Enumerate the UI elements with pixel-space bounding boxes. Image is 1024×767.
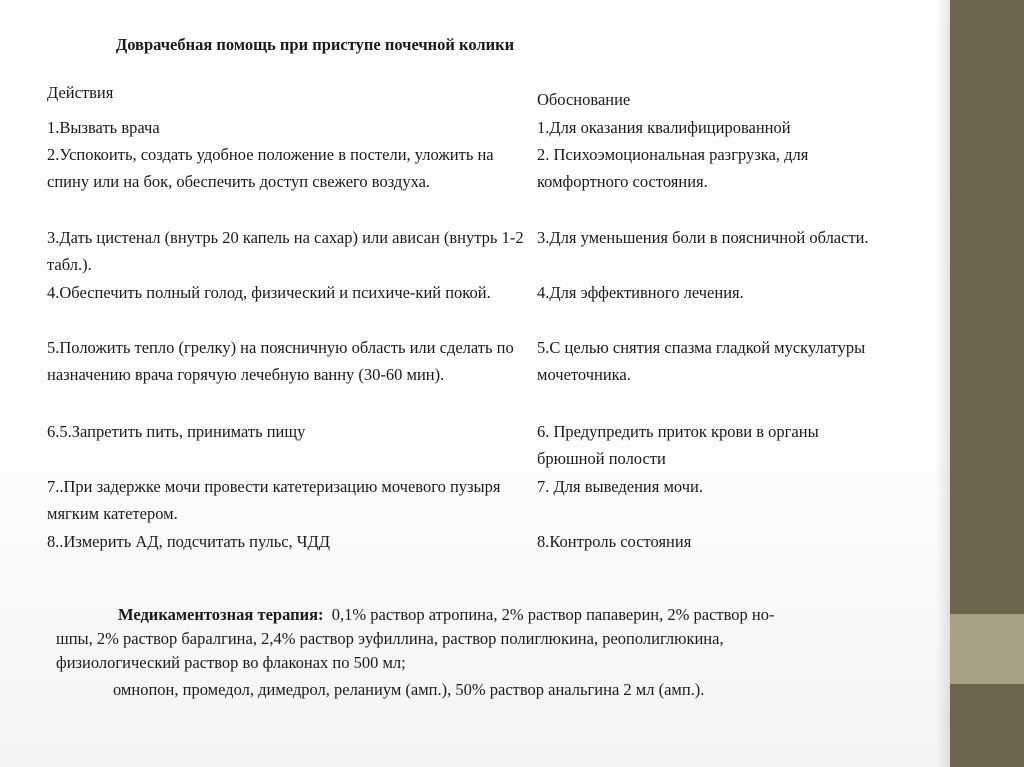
action-4: 4.Обеспечить полный голод, физический и психиче-кий покой.: [47, 283, 491, 302]
reason-1: 1.Для оказания квалифицированной: [537, 118, 791, 137]
reason-6: 6. Предупредить приток крови в органы брюшной полости: [537, 422, 819, 468]
therapy-line-1: [118, 604, 918, 626]
reason-3: 3.Для уменьшения боли в поясничной области.: [537, 228, 869, 247]
slide-edge-shadow: [936, 0, 950, 767]
action-6: 6.5.Запретить пить, принимать пищу: [47, 422, 306, 441]
column-header-actions: Действия: [47, 83, 114, 102]
therapy-line-3: физиологический раствор во флаконах по 500 мл;: [56, 653, 406, 672]
therapy-label: Медикаментозная терапия:: [118, 605, 324, 624]
action-5: 5.Положить тепло (грелку) на поясничную область или сделать по назначению врача горячую лечебную ванну (30-60 мин).: [47, 338, 514, 384]
reason-5: 5.С целью снятия спазма гладкой мускулатуры мочеточника.: [537, 338, 866, 384]
column-header-reasons: Обоснование: [537, 90, 631, 109]
therapy-text-1: 0,1% раствор атропина, 2% раствор папаверин, 2% раствор но-: [331, 605, 775, 624]
action-1: 1.Вызвать врача: [47, 118, 160, 137]
reason-4: 4.Для эффективного лечения.: [537, 283, 744, 302]
page-title: Доврачебная помощь при приступе почечной колики: [115, 35, 515, 54]
action-8: 8..Измерить АД, подсчитать пульс, ЧДД: [47, 532, 331, 551]
therapy-line-4: омнопон, промедол, димедрол, реланиум (амп.), 50% раствор анальгина 2 мл (амп.).: [113, 680, 705, 699]
action-7: 7..При задержке мочи провести катетеризацию мочевого пузыря мягким катетером.: [47, 477, 501, 523]
reason-8: 8.Контроль состояния: [537, 532, 692, 551]
action-2: 2.Успокоить, создать удобное положение в постели, уложить на спину или на бок, обеспечить доступ свежего воздуха.: [47, 145, 494, 191]
decorative-sidebar-accent: [950, 614, 1024, 684]
therapy-line-2: шпы, 2% раствор баралгина, 2,4% раствор эуфиллина, раствор полиглюкина, реополиглюкина,: [56, 629, 724, 648]
reason-2: 2. Психоэмоциональная разгрузка, для комфортного состояния.: [537, 145, 809, 191]
action-3: 3.Дать цистенал (внутрь 20 капель на сахар) или ависан (внутрь 1-2 табл.).: [47, 228, 524, 274]
reason-7: 7. Для выведения мочи.: [537, 477, 703, 496]
